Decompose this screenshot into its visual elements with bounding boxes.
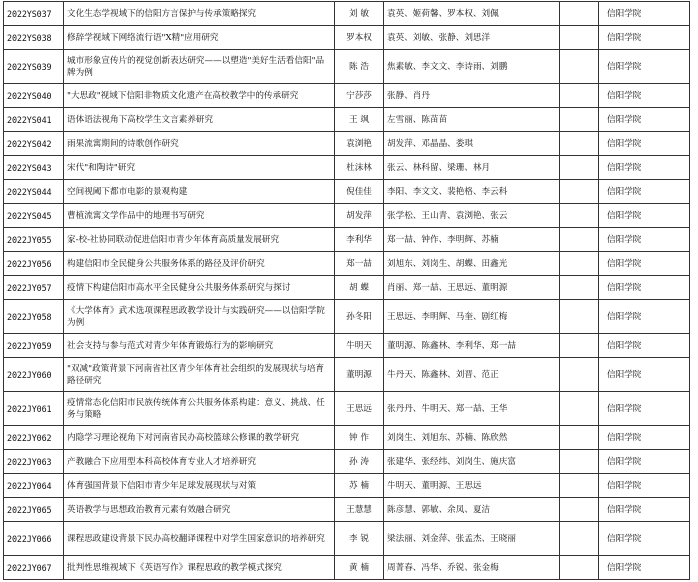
project-members-cell: 张云、林科留、梁珊、林月: [384, 156, 560, 180]
table-row: [4, 108, 690, 132]
project-unit-cell: 信阳学院: [599, 474, 690, 498]
project-code-cell: 2022YS038: [4, 26, 64, 50]
project-list-table: [3, 1, 690, 580]
table-row: [4, 392, 690, 426]
project-code-cell: 2022YS045: [4, 204, 64, 228]
project-code-cell: 2022JY066: [4, 522, 64, 556]
project-unit-cell: 信阳学院: [599, 26, 690, 50]
project-host-cell: 李利华: [335, 228, 384, 252]
project-members-cell: 袁英、姬荷馨、罗本权、刘佩: [384, 2, 560, 26]
project-unit-cell: 信阳学院: [599, 180, 690, 204]
table-row: [4, 50, 690, 84]
empty-cell: [560, 50, 599, 84]
project-members-cell: 袁英、刘敏、张静、刘思洋: [384, 26, 560, 50]
project-unit-cell: 信阳学院: [599, 84, 690, 108]
project-unit-cell: 信阳学院: [599, 156, 690, 180]
project-host-cell: 袁浏艳: [335, 132, 384, 156]
project-title-cell: 批判性思维视域下《英语写作》课程思政的教学模式探究: [64, 556, 335, 580]
project-title-cell: 体育强国背景下信阳市青少年足球发展现状与对策: [64, 474, 335, 498]
empty-cell: [560, 84, 599, 108]
project-members-cell: 牛丹天、陈鑫林、刘晋、范正: [384, 358, 560, 392]
project-members-cell: 张静、肖丹: [384, 84, 560, 108]
project-title-cell: 疫情常态化信阳市民族传统体育公共服务体系构建：意义、挑战、任务与策略: [64, 392, 335, 426]
empty-cell: [560, 392, 599, 426]
project-title-cell: 语体语法视角下高校学生文言素养研究: [64, 108, 335, 132]
project-code-cell: 2022YS041: [4, 108, 64, 132]
project-title-cell: 城市形象宣传片的视觉创新表达研究——以塑造"美好生活看信阳"品牌为例: [64, 50, 335, 84]
project-title-cell: 社会支持与参与范式对青少年体育锻炼行为的影响研究: [64, 334, 335, 358]
project-title-cell: 家-校-社协同联动促进信阳市青少年体育高质量发展研究: [64, 228, 335, 252]
project-unit-cell: 信阳学院: [599, 204, 690, 228]
project-host-cell: 王思远: [335, 392, 384, 426]
project-host-cell: 罗本权: [335, 26, 384, 50]
project-title-cell: 雨果流寓期间的诗歌创作研究: [64, 132, 335, 156]
table-row: [4, 252, 690, 276]
project-unit-cell: 信阳学院: [599, 50, 690, 84]
project-members-cell: 张丹丹、牛明天、郑一喆、王华: [384, 392, 560, 426]
empty-cell: [560, 180, 599, 204]
project-host-cell: 王慧慧: [335, 498, 384, 522]
table-row: [4, 180, 690, 204]
project-title-cell: 《大学体育》武术选项课程思政教学设计与实践研究——以信阳学院为例: [64, 300, 335, 334]
project-title-cell: 疫情下构建信阳市高水平全民健身公共服务体系研究与探讨: [64, 276, 335, 300]
table-row: [4, 450, 690, 474]
project-members-cell: 张学松、王山青、袁浏艳、张云: [384, 204, 560, 228]
project-code-cell: 2022JY062: [4, 426, 64, 450]
project-host-cell: 郑一喆: [335, 252, 384, 276]
project-members-cell: 王思远、李明辉、马奎、剧红梅: [384, 300, 560, 334]
project-members-cell: 焦素敏、李文文、李诗雨、刘鹏: [384, 50, 560, 84]
table-row: [4, 498, 690, 522]
project-members-cell: 周菁春、冯华、乔锐、张金梅: [384, 556, 560, 580]
project-host-cell: 孙 涛: [335, 450, 384, 474]
table-row: [4, 26, 690, 50]
project-code-cell: 2022JY064: [4, 474, 64, 498]
empty-cell: [560, 474, 599, 498]
project-host-cell: 陈 浩: [335, 50, 384, 84]
empty-cell: [560, 300, 599, 334]
project-code-cell: 2022YS040: [4, 84, 64, 108]
project-members-cell: 牛明天、董明源、王思远: [384, 474, 560, 498]
project-host-cell: 牛明天: [335, 334, 384, 358]
project-host-cell: 刘 敏: [335, 2, 384, 26]
project-title-cell: 文化生态学视域下的信阳方言保护与传承策略探究: [64, 2, 335, 26]
project-code-cell: 2022YS042: [4, 132, 64, 156]
project-title-cell: 空间视阈下都市电影的景观构建: [64, 180, 335, 204]
project-unit-cell: 信阳学院: [599, 334, 690, 358]
project-unit-cell: 信阳学院: [599, 228, 690, 252]
empty-cell: [560, 132, 599, 156]
project-members-cell: 张建华、张经纬、刘岗生、施庆富: [384, 450, 560, 474]
project-table-body: [4, 2, 690, 580]
project-code-cell: 2022YS037: [4, 2, 64, 26]
empty-cell: [560, 426, 599, 450]
project-members-cell: 胡发萍、邓晶晶、娄琪: [384, 132, 560, 156]
table-row: [4, 358, 690, 392]
empty-cell: [560, 2, 599, 26]
empty-cell: [560, 26, 599, 50]
project-code-cell: 2022YS044: [4, 180, 64, 204]
project-code-cell: 2022JY057: [4, 276, 64, 300]
project-title-cell: 英语教学与思想政治教育元素有效融合研究: [64, 498, 335, 522]
project-members-cell: 董明源、陈鑫林、李利华、郑一喆: [384, 334, 560, 358]
project-unit-cell: 信阳学院: [599, 2, 690, 26]
project-members-cell: 梁法丽、刘金萍、张孟杰、王晓丽: [384, 522, 560, 556]
project-host-cell: 钟 作: [335, 426, 384, 450]
project-title-cell: 课程思政建设背景下民办高校翻译课程中对学生国家意识的培养研究: [64, 522, 335, 556]
project-code-cell: 2022JY065: [4, 498, 64, 522]
project-host-cell: 黄 楠: [335, 556, 384, 580]
empty-cell: [560, 228, 599, 252]
project-members-cell: 左雪丽、陈苗苗: [384, 108, 560, 132]
project-code-cell: 2022YS039: [4, 50, 64, 84]
table-row: [4, 204, 690, 228]
project-unit-cell: 信阳学院: [599, 392, 690, 426]
project-unit-cell: 信阳学院: [599, 252, 690, 276]
empty-cell: [560, 252, 599, 276]
project-members-cell: 肖丽、郑一喆、王思远、董明源: [384, 276, 560, 300]
project-code-cell: 2022YS043: [4, 156, 64, 180]
project-host-cell: 胡发萍: [335, 204, 384, 228]
project-host-cell: 董明源: [335, 358, 384, 392]
project-title-cell: 曹植流寓文学作品中的地理书写研究: [64, 204, 335, 228]
project-host-cell: 苏 楠: [335, 474, 384, 498]
empty-cell: [560, 204, 599, 228]
project-host-cell: 孙冬阳: [335, 300, 384, 334]
project-code-cell: 2022JY063: [4, 450, 64, 474]
table-row: [4, 2, 690, 26]
project-members-cell: 陈彦慧、郭敏、余凤、夏洁: [384, 498, 560, 522]
empty-cell: [560, 276, 599, 300]
project-title-cell: 修辞学视域下网络流行语"X精"应用研究: [64, 26, 335, 50]
project-unit-cell: 信阳学院: [599, 108, 690, 132]
project-host-cell: 宁莎莎: [335, 84, 384, 108]
project-code-cell: 2022JY061: [4, 392, 64, 426]
project-host-cell: 李 锐: [335, 522, 384, 556]
table-row: [4, 228, 690, 252]
project-title-cell: "双减"政策背景下河南省社区青少年体育社会组织的发展现状与培育路径研究: [64, 358, 335, 392]
table-row: [4, 132, 690, 156]
empty-cell: [560, 450, 599, 474]
project-unit-cell: 信阳学院: [599, 450, 690, 474]
empty-cell: [560, 498, 599, 522]
table-row: [4, 474, 690, 498]
project-code-cell: 2022JY059: [4, 334, 64, 358]
project-title-cell: 产教融合下应用型本科高校体育专业人才培养研究: [64, 450, 335, 474]
project-unit-cell: 信阳学院: [599, 498, 690, 522]
project-code-cell: 2022JY055: [4, 228, 64, 252]
table-row: [4, 156, 690, 180]
empty-cell: [560, 522, 599, 556]
table-row: [4, 276, 690, 300]
project-title-cell: "大思政"视域下信阳非物质文化遗产在高校教学中的传承研究: [64, 84, 335, 108]
project-host-cell: 杜沫林: [335, 156, 384, 180]
project-title-cell: 宋代"和陶诗"研究: [64, 156, 335, 180]
project-unit-cell: 信阳学院: [599, 358, 690, 392]
project-unit-cell: 信阳学院: [599, 300, 690, 334]
project-host-cell: 王 飒: [335, 108, 384, 132]
project-unit-cell: 信阳学院: [599, 276, 690, 300]
empty-cell: [560, 108, 599, 132]
project-unit-cell: 信阳学院: [599, 556, 690, 580]
project-unit-cell: 信阳学院: [599, 522, 690, 556]
project-unit-cell: 信阳学院: [599, 132, 690, 156]
project-code-cell: 2022JY058: [4, 300, 64, 334]
project-code-cell: 2022JY067: [4, 556, 64, 580]
project-host-cell: 倪佳佳: [335, 180, 384, 204]
project-host-cell: 胡 蝶: [335, 276, 384, 300]
project-members-cell: 刘旭东、刘岗生、胡蝶、田鑫光: [384, 252, 560, 276]
project-members-cell: 郑一喆、钟作、李明辉、苏楠: [384, 228, 560, 252]
project-unit-cell: 信阳学院: [599, 426, 690, 450]
empty-cell: [560, 334, 599, 358]
table-row: [4, 556, 690, 580]
project-code-cell: 2022JY060: [4, 358, 64, 392]
empty-cell: [560, 156, 599, 180]
table-row: [4, 522, 690, 556]
table-row: [4, 426, 690, 450]
project-members-cell: 刘岗生、刘旭东、苏楠、陈欣然: [384, 426, 560, 450]
project-members-cell: 李阳、李文文、裴艳格、李云科: [384, 180, 560, 204]
project-title-cell: 内隐学习理论视角下对河南省民办高校篮球公修课的教学研究: [64, 426, 335, 450]
table-row: [4, 84, 690, 108]
project-title-cell: 构建信阳市全民健身公共服务体系的路径及评价研究: [64, 252, 335, 276]
table-row: [4, 334, 690, 358]
empty-cell: [560, 358, 599, 392]
project-code-cell: 2022JY056: [4, 252, 64, 276]
empty-cell: [560, 556, 599, 580]
table-row: [4, 300, 690, 334]
